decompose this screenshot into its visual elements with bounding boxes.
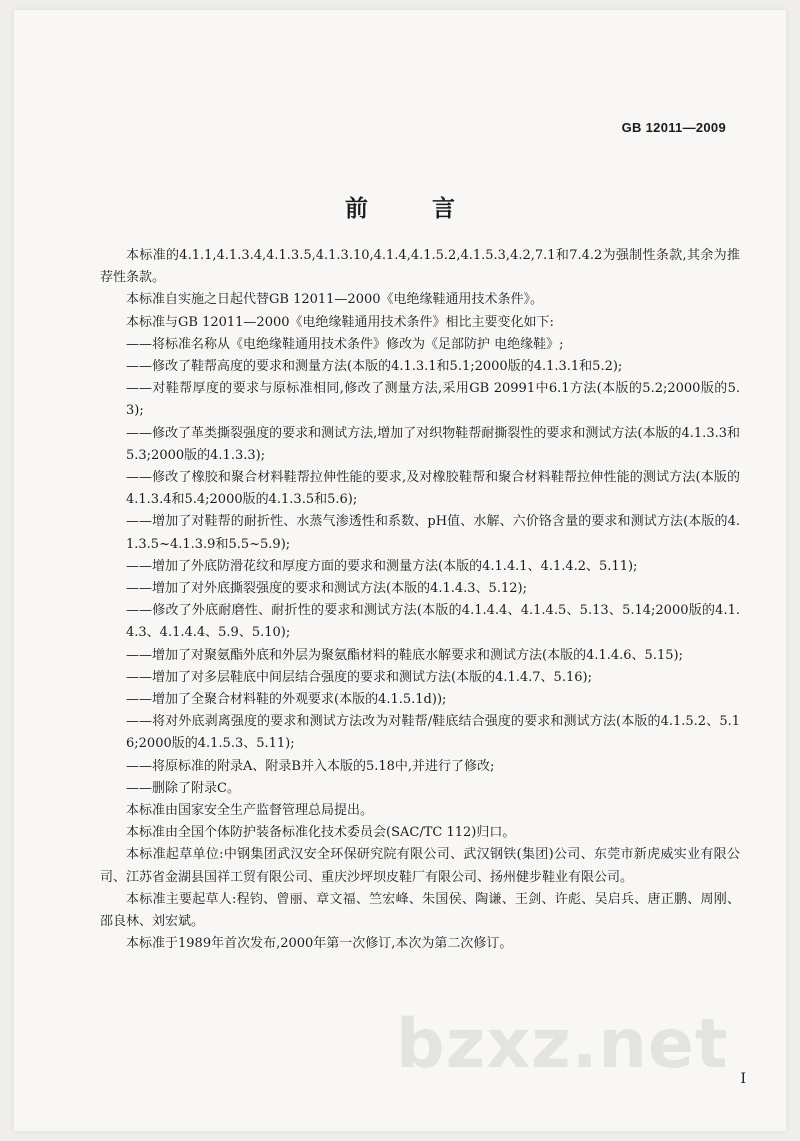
watermark: bzxz.net — [396, 1005, 729, 1084]
change-item: ——对鞋帮厚度的要求与原标准相同,修改了测量方法,采用GB 20991中6.1方法(本版的5.2;2000版的5.3); — [126, 381, 740, 419]
change-item: ——将对外底剥离强度的要求和测试方法改为对鞋帮/鞋底结合强度的要求和测试方法(本版的4.1.5.2、5.16;2000版的4.1.5.3、5.11); — [126, 714, 740, 752]
page-number: I — [740, 1071, 746, 1087]
change-item: ——将标准名称从《电绝缘鞋通用技术条件》修改为《足部防护 电绝缘鞋》; — [126, 336, 564, 352]
paragraph-mandatory-clauses: 本标准的4.1.1,4.1.3.4,4.1.3.5,4.1.3.10,4.1.4,4.1.5.2,4.1.5.3,4.2,7.1和7.4.2为强制性条款,其余为推荐性条款。 — [100, 248, 740, 286]
paragraph-proposer: 本标准由国家安全生产监督管理总局提出。 — [126, 803, 374, 819]
body-text — [100, 245, 740, 956]
change-item: ——增加了全聚合材料鞋的外观要求(本版的4.1.5.1d)); — [126, 692, 447, 708]
change-item: ——修改了革类撕裂强度的要求和测试方法,增加了对织物鞋帮耐撕裂性的要求和测试方法(本版的4.1.3.3和5.3;2000版的4.1.3.3); — [126, 425, 740, 463]
change-item: ——增加了对外底撕裂强度的要求和测试方法(本版的4.1.4.3、5.12); — [126, 581, 527, 597]
paragraph-drafting-units: 本标准起草单位:中钢集团武汉安全环保研究院有限公司、武汉钢铁(集团)公司、东莞市新虎威实业有限公司、江苏省金湖县国祥工贸有限公司、重庆沙坪坝皮鞋厂有限公司、扬州健步鞋业有限公司。 — [100, 847, 740, 885]
page-title: 前 言 — [344, 196, 483, 222]
change-item: ——修改了外底耐磨性、耐折性的要求和测试方法(本版的4.1.4.4、4.1.4.5、5.13、5.14;2000版的4.1.4.3、4.1.4.4、5.9、5.10); — [126, 603, 740, 641]
change-item: ——删除了附录C。 — [126, 780, 240, 796]
change-item: ——将原标准的附录A、附录B并入本版的5.18中,并进行了修改; — [126, 758, 495, 774]
paragraph-drafters: 本标准主要起草人:程钧、曾丽、章文福、竺宏峰、朱国侯、陶谦、王剑、许彪、吴启兵、唐正鹏、周刚、邵良林、刘宏斌。 — [100, 891, 740, 930]
change-item: ——修改了橡胶和聚合材料鞋帮拉伸性能的要求,及对橡胶鞋帮和聚合材料鞋帮拉伸性能的测试方法(本版的4.1.3.4和5.4;2000版的4.1.3.5和5.6); — [126, 470, 740, 508]
change-item: ——修改了鞋帮高度的要求和测量方法(本版的4.1.3.1和5.1;2000版的4.1.3.1和5.2); — [126, 359, 623, 375]
change-item: ——增加了对鞋帮的耐折性、水蒸气渗透性和系数、pH值、水解、六价铬含量的要求和测试方法(本版的4.1.3.5~4.1.3.9和5.5~5.9); — [126, 514, 740, 552]
change-item: ——增加了对多层鞋底中间层结合强度的要求和测试方法(本版的4.1.4.7、5.16); — [126, 669, 592, 685]
paragraph-changes-intro: 本标准与GB 12011—2000《电绝缘鞋通用技术条件》相比主要变化如下: — [126, 314, 554, 330]
change-item: ——增加了对聚氨酯外底和外层为聚氨酯材料的鞋底水解要求和测试方法(本版的4.1.4.6、5.15); — [126, 647, 683, 663]
paragraph-supersedes: 本标准自实施之日起代替GB 12011—2000《电绝缘鞋通用技术条件》。 — [126, 292, 544, 308]
paragraph-history: 本标准于1989年首次发布,2000年第一次修订,本次为第二次修订。 — [126, 936, 513, 952]
change-item: ——增加了外底防滑花纹和厚度方面的要求和测量方法(本版的4.1.4.1、4.1.4.2、5.11); — [126, 558, 638, 574]
paragraph-committee: 本标准由全国个体防护装备标准化技术委员会(SAC/TC 112)归口。 — [126, 825, 516, 841]
standard-code: GB 12011—2009 — [621, 120, 726, 135]
